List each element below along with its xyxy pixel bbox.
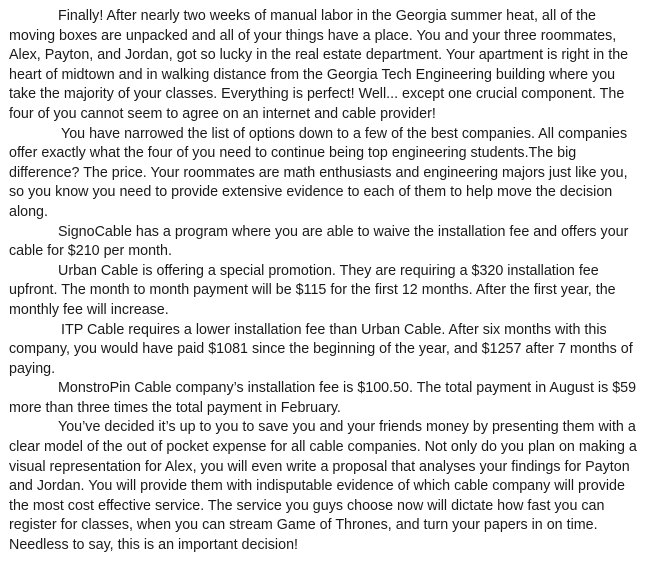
paragraph-itp-cable: ITP Cable requires a lower installation fee than Urban Cable. After six months with this company, you would have paid $1081 since the beginning of the year, and $1257 after 7 months of paying. (9, 321, 633, 377)
paragraph-intro: Finally! After nearly two weeks of manual labor in the Georgia summer heat, all of the moving boxes are unpacked and all of your things have a place. You and your three roommates, Alex, Payton, and Jordan, got so lucky in the real estate department. Your apartment is right in the heart of midtown and in walking distance from the Georgia Tech Engineering building where you take the majority of your classes. Everything is perfect! Well... except one crucial component. The four of you cannot seem to agree on an internet and cable provider! (9, 8, 629, 122)
paragraph-urban-cable: Urban Cable is offering a special promotion. They are requiring a $320 installation fee upfront. The month to month payment will be $115 for the first 12 months. After the first year, the monthly fee will increase. (9, 262, 616, 318)
paragraph-signocable: SignoCable has a program where you are able to waive the installation fee and offers your cable for $210 per month. (9, 223, 629, 260)
paragraph-monstropin-cable: MonstroPin Cable company’s installation fee is $100.50. The total payment in August is $59 more than three times the total payment in February. (9, 380, 637, 416)
paragraph-conclusion: You’ve decided it’s up to you to save you and your friends money by presenting them with a clear model of the out of pocket expense for all cable companies. Not only do you plan on making a visual representation for Alex, you will even write a proposal that analyses your findings for Payton and Jordan. You will provide them with indisputable evidence of which cable company will provide the most cost effective service. The service you guys choose now will dictate how fast you can register for classes, when you can stream Game of Thrones, and turn your papers in on time. Needless to say, this is an important decision! (9, 419, 637, 554)
document-body (9, 7, 641, 556)
paragraph-options: You have narrowed the list of options down to a few of the best companies. All companies offer exactly what the four of you need to continue being top engineering students.The big difference? The price. Your roommates are math enthusiasts and engineering majors just like you, so you know you need to provide extensive evidence to each of them to help move the decision along. (9, 125, 628, 220)
